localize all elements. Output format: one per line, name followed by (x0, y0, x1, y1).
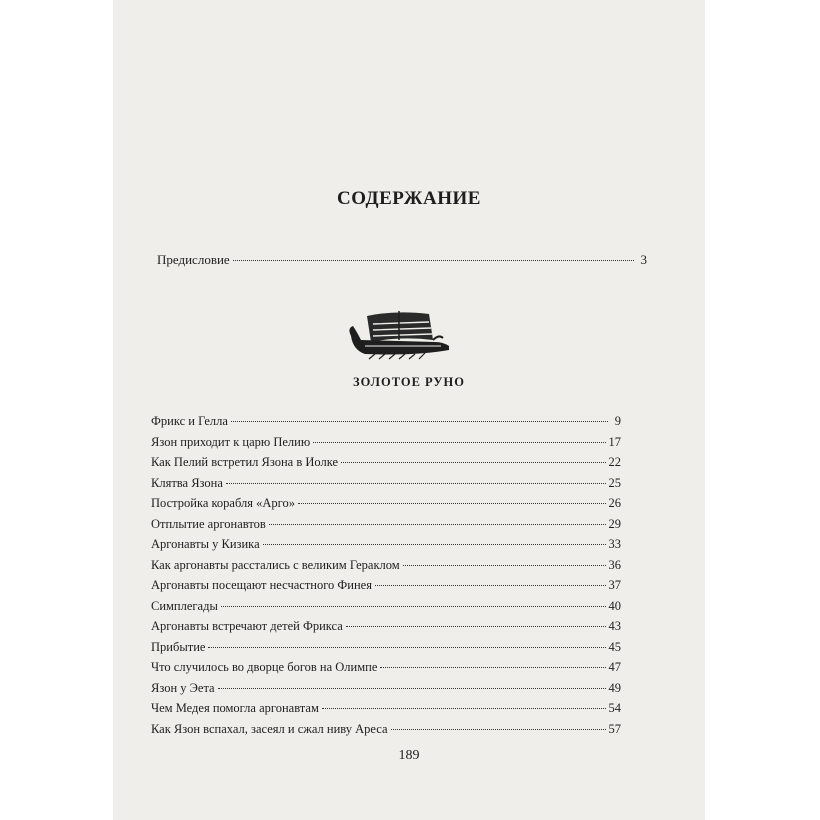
toc-entry-page: 22 (608, 455, 621, 469)
leader-dots (375, 585, 606, 586)
toc-entry-page: 57 (608, 721, 621, 736)
toc-entry-page: 17 (608, 434, 621, 449)
section-heading: ЗОЛОТОЕ РУНО (352, 375, 466, 389)
toc-entry-title: Прибытие (151, 639, 206, 654)
toc-entry-title: Предисловие (157, 252, 230, 267)
toc-entry-title: Язон приходит к царю Пелию (151, 434, 311, 449)
toc-entry-page: 36 (608, 557, 621, 572)
toc-entry-title: Как аргонавты расстались с великим Гераклом (151, 557, 400, 572)
toc-entry-page: 9 (614, 414, 621, 428)
leader-dots (226, 483, 606, 484)
leader-dots (322, 708, 606, 709)
leader-dots (346, 626, 606, 627)
toc-entry (151, 557, 621, 573)
toc-entry-title: Аргонавты встречают детей Фрикса (151, 619, 343, 633)
toc-entry-page: 45 (608, 639, 621, 654)
toc-entry (151, 680, 621, 696)
toc-entry-title: Аргонавты у Кизика (151, 537, 260, 551)
toc-entry-title: Как Язон вспахал, засеял и сжал ниву Ареса (151, 721, 388, 736)
toc-entry-page: 43 (608, 619, 621, 633)
toc-entry-page: 40 (608, 598, 621, 613)
toc-entry-title: Фрикс и Гелла (151, 414, 228, 428)
leader-dots (391, 729, 606, 730)
toc-entry-title: Язон у Эета (151, 680, 215, 695)
leader-dots (231, 421, 608, 422)
toc-entry-page: 25 (608, 475, 621, 490)
leader-dots (269, 524, 606, 525)
contents-heading: СОДЕРЖАНИЕ (337, 188, 481, 209)
toc-entry-page: 49 (608, 680, 621, 695)
toc-entry-page: 26 (608, 496, 621, 510)
leader-dots (341, 462, 605, 463)
toc-entry (151, 413, 621, 429)
toc-entry-page: 47 (608, 660, 621, 674)
page-number: 189 (398, 748, 420, 763)
toc-entry-title: Постройка корабля «Арго» (151, 496, 295, 510)
toc-entry (151, 618, 621, 634)
leader-dots (313, 442, 605, 443)
leader-dots (218, 688, 606, 689)
toc-entry (151, 536, 621, 552)
toc-entry-title: Как Пелий встретил Язона в Иолке (151, 455, 339, 469)
toc-entry (151, 495, 621, 511)
toc-entry-page: 54 (608, 701, 621, 715)
leader-dots (403, 565, 606, 566)
toc-entry (151, 700, 621, 716)
toc-entry-title: Чем Медея помогла аргонавтам (151, 701, 319, 715)
ship-icon (345, 310, 453, 360)
toc-entry (151, 598, 621, 614)
toc-entry-title: Клятва Язона (151, 475, 223, 490)
toc-entry-page: 3 (640, 252, 647, 267)
leader-dots (233, 260, 634, 261)
toc-entry (151, 516, 621, 532)
toc-entry-preface (157, 252, 647, 268)
toc-entry-page: 33 (608, 537, 621, 551)
toc-entry (151, 434, 621, 450)
leader-dots (263, 544, 606, 545)
book-page (113, 0, 705, 820)
toc-entry-page: 29 (608, 516, 621, 531)
toc-entry-title: Аргонавты посещают несчастного Финея (151, 578, 372, 592)
leader-dots (298, 503, 606, 504)
leader-dots (221, 606, 606, 607)
leader-dots (208, 647, 605, 648)
toc-entry (151, 577, 621, 593)
toc-entry (151, 454, 621, 470)
toc-entry (151, 721, 621, 737)
toc-entry-title: Симплегады (151, 598, 218, 613)
toc-entry (151, 659, 621, 675)
toc-entry-title: Отплытие аргонавтов (151, 516, 266, 531)
leader-dots (380, 667, 605, 668)
toc-entry (151, 475, 621, 491)
toc-entry-page: 37 (608, 578, 621, 592)
toc-entry-title: Что случилось во дворце богов на Олимпе (151, 660, 378, 674)
toc-entry (151, 639, 621, 655)
